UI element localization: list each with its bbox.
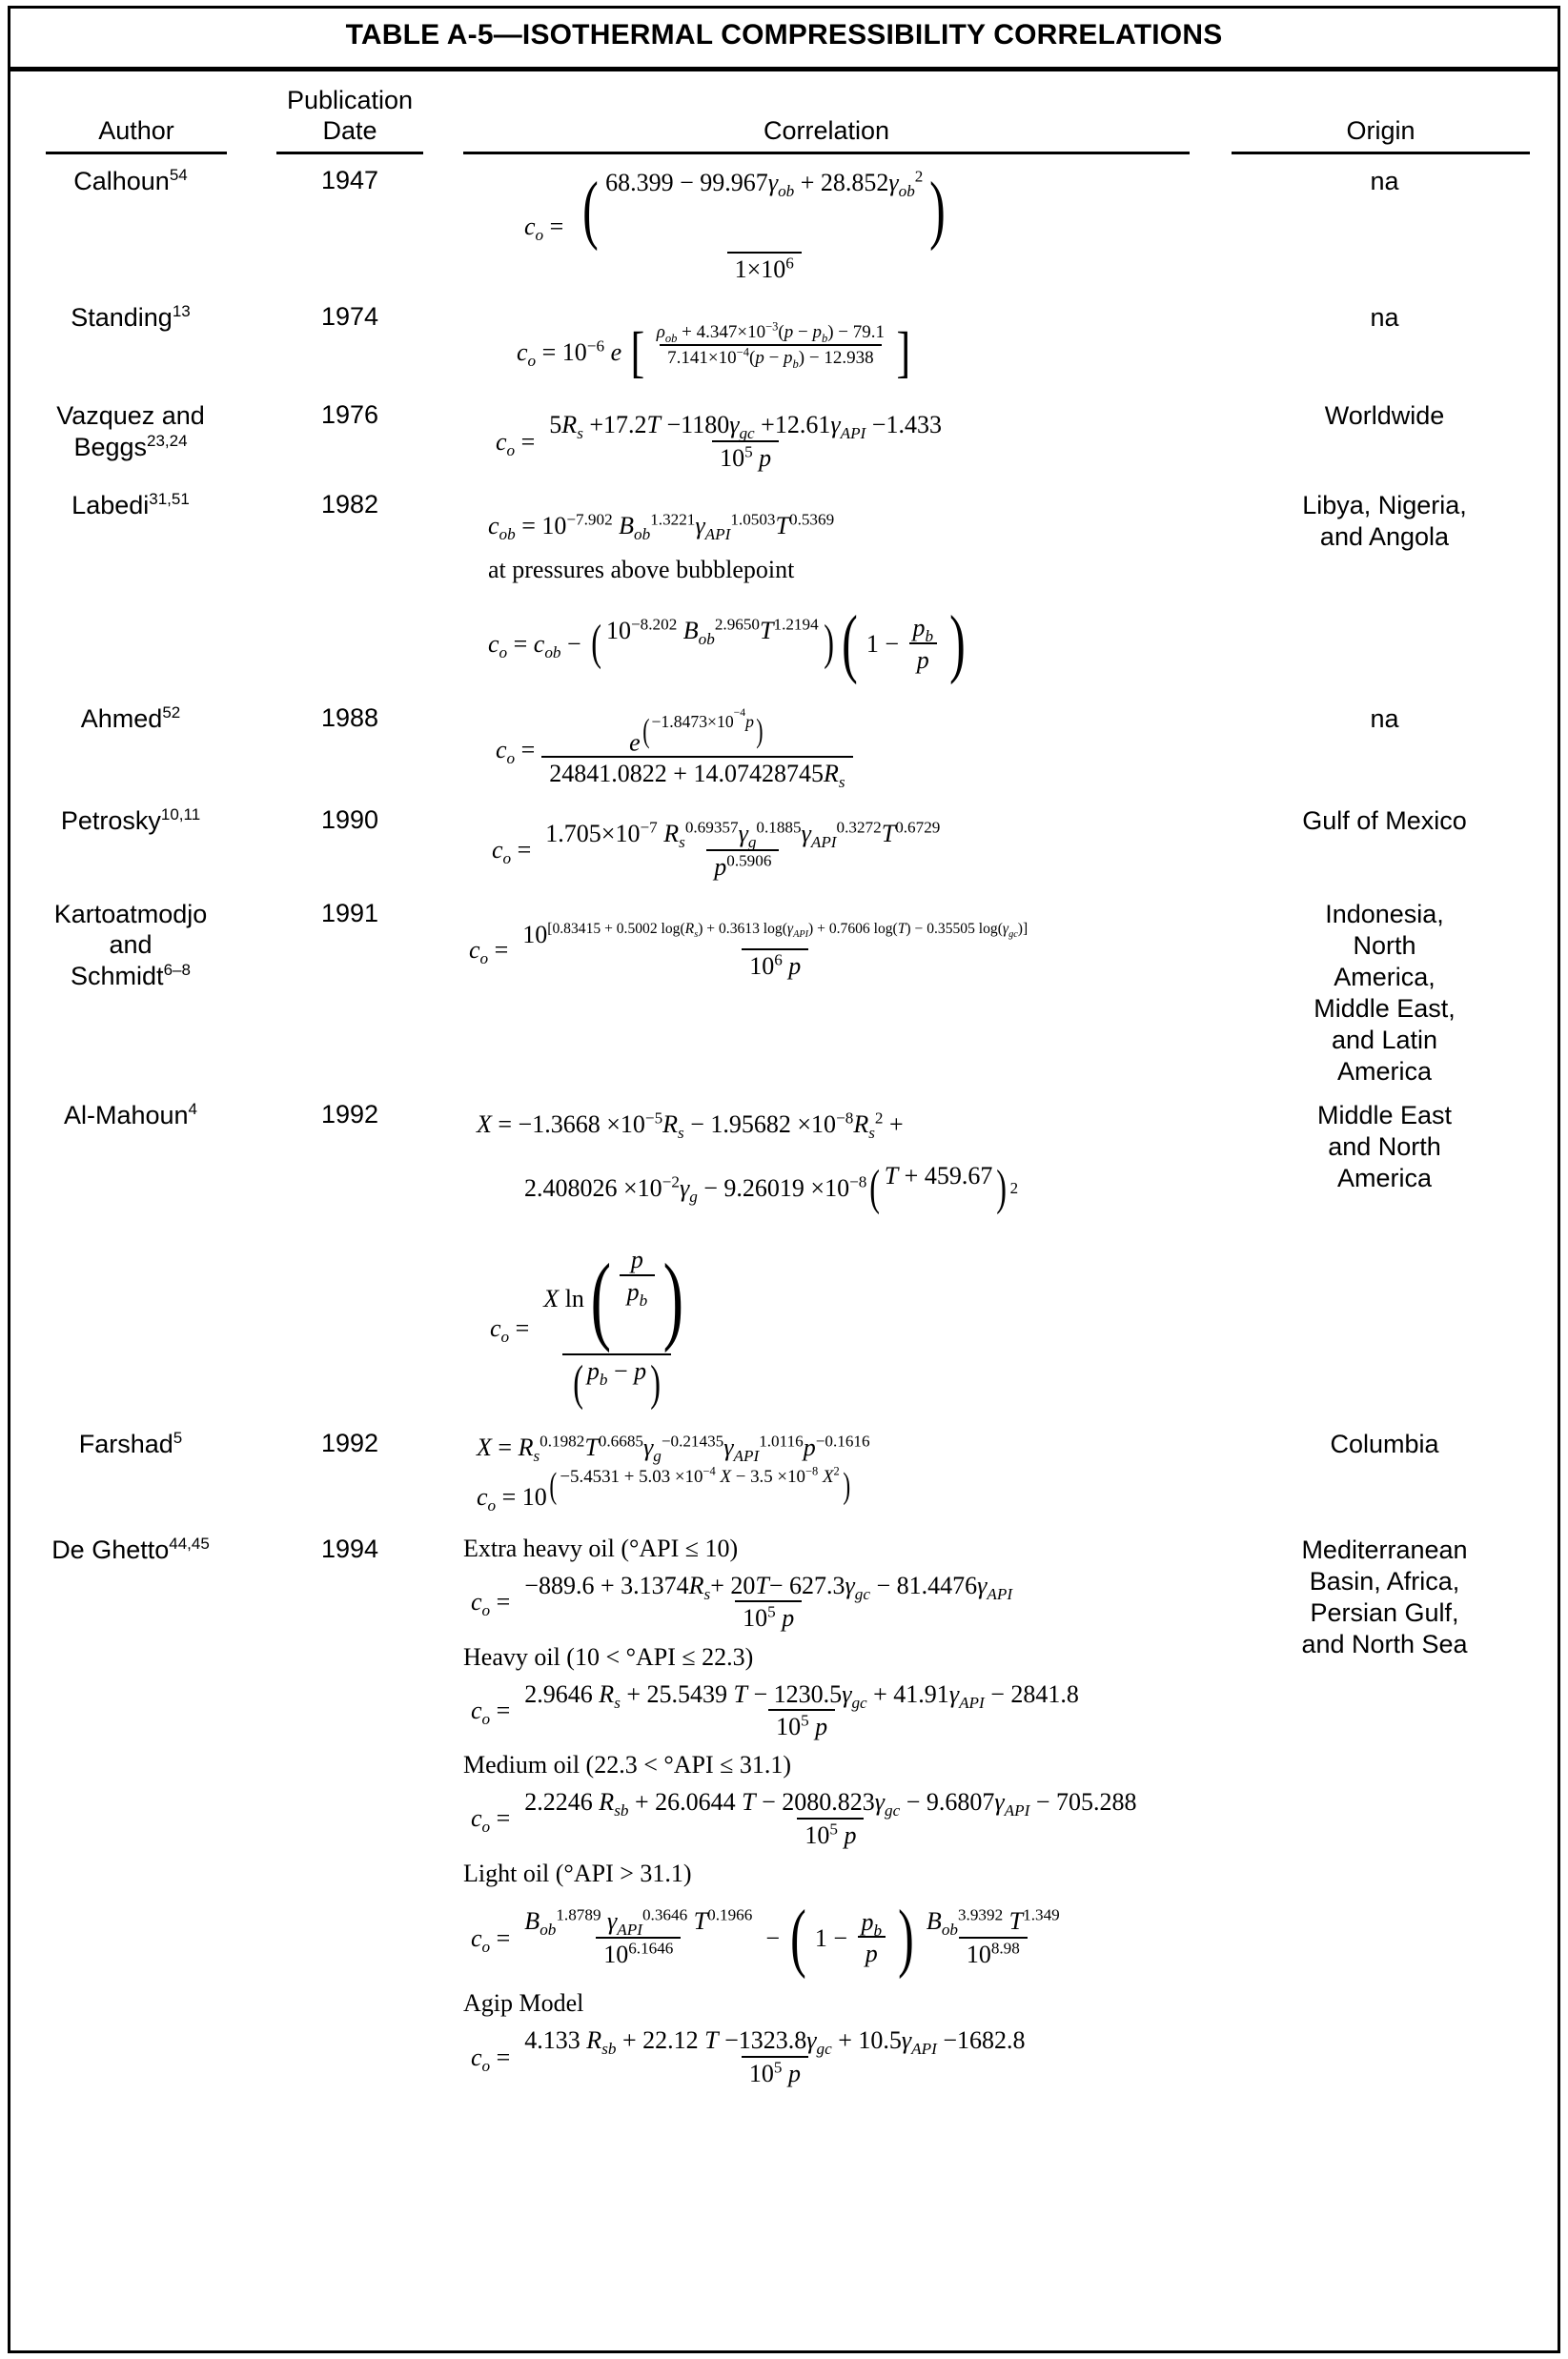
row-correlation-petrosky bbox=[446, 798, 1209, 891]
deghetto-label-agip: Agip Model bbox=[463, 1989, 584, 2018]
equation-petrosky: $c_o$ = $\frac{1.705\times 10^{-7} R_s^{0.69357}\gamma_g^{0.1885}\gamma_{API}^{0.3272}T^{0.6729}}{p^{0.5906}}$ bbox=[492, 818, 941, 881]
row-correlation-calhoun bbox=[446, 158, 1209, 295]
author-name-line1: Vazquez and bbox=[56, 401, 205, 431]
row-date-farshad: 1992 bbox=[320, 1429, 379, 1458]
author-reference: 4 bbox=[188, 1100, 198, 1119]
equation-vazquez: $c_o$ = $\frac{5R_s +17.2T -1180\gamma_{gc} +12.61\gamma_{API} -1.433}{10^5 p}$ bbox=[496, 411, 942, 472]
row-origin-deghetto bbox=[1209, 1527, 1560, 2098]
row-origin-petrosky: Gulf of Mexico bbox=[1302, 806, 1467, 836]
table-row bbox=[8, 1527, 1560, 2098]
row-origin-ahmed: na bbox=[1370, 703, 1399, 733]
table-row bbox=[8, 1421, 1560, 1527]
row-correlation-vazquez bbox=[446, 393, 1209, 482]
author-reference: 6–8 bbox=[163, 960, 191, 979]
author-name: De Ghetto bbox=[51, 1535, 170, 1565]
author-name: Farshad bbox=[78, 1430, 173, 1459]
row-date-kartoatmodjo: 1991 bbox=[320, 898, 379, 927]
origin-line3: America, bbox=[1334, 962, 1436, 991]
row-origin-labedi bbox=[1209, 482, 1560, 696]
row-date-labedi: 1982 bbox=[320, 490, 379, 519]
row-correlation-deghetto bbox=[446, 1527, 1209, 2098]
author-reference: 54 bbox=[169, 165, 188, 184]
col-header-origin-label: Origin bbox=[1346, 115, 1415, 145]
equation-deghetto-heavy: $c_o$ = $\frac{2.9646 R_s + 25.5439 T - 1230.5\gamma_{gc} + 41.91\gamma_{API} - 2841.8}{10^5 p}$ bbox=[471, 1679, 1079, 1740]
row-author-petrosky bbox=[8, 798, 254, 891]
col-header-author bbox=[8, 80, 254, 158]
author-name: Petrosky bbox=[60, 806, 161, 836]
table-row bbox=[8, 696, 1560, 798]
table-row bbox=[8, 891, 1560, 1093]
isothermal-compressibility-table bbox=[8, 80, 1560, 2098]
labedi-note: at pressures above bubblepoint bbox=[488, 556, 795, 584]
origin-line1: Indonesia, bbox=[1325, 899, 1444, 928]
equation-almahoun-X-line1: $X = -1.3668 \times 10^{-5}R_s - 1.95682 \times 10^{-8}R_s^2$ + bbox=[477, 1108, 904, 1143]
origin-line2: North bbox=[1353, 930, 1416, 960]
row-author-almahoun bbox=[8, 1092, 254, 1421]
col-header-origin bbox=[1209, 80, 1560, 158]
row-author-calhoun bbox=[8, 158, 254, 295]
equation-ahmed: $c_o$ = e ( −1.8473×10 −4 p ) $24841.0822 + 14.07428745R_s$ bbox=[496, 713, 1205, 786]
origin-line4: Middle East, bbox=[1313, 993, 1456, 1023]
row-origin-standing: na bbox=[1370, 302, 1399, 332]
row-author-labedi bbox=[8, 482, 254, 696]
author-name: Ahmed bbox=[80, 703, 163, 733]
equation-deghetto-agip: $c_o$ = $\frac{4.133 R_{sb} + 22.12 T -1323.8\gamma_{gc} + 10.5\gamma_{API} -1682.8}{10^5 p}$ bbox=[471, 2026, 1026, 2087]
table-row bbox=[8, 295, 1560, 394]
deghetto-label-light: Light oil (°API > 31.1) bbox=[463, 1859, 692, 1887]
equation-calhoun: $c_o$ = ( $68.399 - 99.967\gamma_{ob} + 28.852\gamma_{ob}^2$ ) $1\times 10^6$ bbox=[524, 166, 947, 284]
equation-kartoatmodjo: $c_o$ = 10[0.83415 + 0.5002 log(Rs) + 0.3613 log(γAPI) + 0.7606 log(T) − 0.35505 log(γgc)] $10^6$ p bbox=[469, 920, 1028, 981]
author-reference: 10,11 bbox=[160, 805, 201, 824]
table-row bbox=[8, 1092, 1560, 1421]
equation-almahoun-co: $c_o$ = X ln ( $\frac{p}{p_b}$ ) ( $p_b - p$ ) bbox=[490, 1244, 684, 1411]
row-author-ahmed bbox=[8, 696, 254, 798]
row-date-calhoun: 1947 bbox=[320, 165, 379, 194]
author-reference: 5 bbox=[173, 1429, 183, 1448]
origin-line1: Mediterranean bbox=[1301, 1535, 1468, 1565]
row-date-standing: 1974 bbox=[320, 301, 379, 331]
table-body bbox=[8, 158, 1560, 2098]
table-row bbox=[8, 798, 1560, 891]
col-header-author-label: Author bbox=[98, 115, 174, 145]
table-row bbox=[8, 482, 1560, 696]
origin-line6: America bbox=[1336, 1056, 1433, 1086]
row-origin-calhoun: na bbox=[1370, 166, 1399, 195]
equation-farshad-X: $X = R_s^{0.1982}T^{0.6685}\gamma_g^{-0.21435}\gamma_{API}^{1.0116}p^{-0.1616}$ bbox=[477, 1432, 870, 1466]
table-row bbox=[8, 393, 1560, 482]
row-correlation-kartoatmodjo bbox=[446, 891, 1209, 1093]
origin-line5: and Latin bbox=[1331, 1025, 1438, 1054]
equation-deghetto-light: $c_o$ = $\frac{B_{ob}^{1.8789} \gamma_{API}^{0.3646} T^{0.1966}}{10^{6.1646}}$ − ( 1 − $\frac{p_b}{p}$ ) $\frac{B_{ob}^{3.9392} T^{1.349}}{10^{8.98}}$ bbox=[471, 1894, 1060, 1980]
header-row bbox=[8, 80, 1560, 158]
row-correlation-farshad bbox=[446, 1421, 1209, 1527]
col-header-date bbox=[254, 80, 446, 158]
author-reference: 31,51 bbox=[149, 490, 190, 509]
row-correlation-standing bbox=[446, 295, 1209, 394]
author-name-line2: Beggs bbox=[73, 432, 147, 461]
col-header-correlation-label: Correlation bbox=[763, 115, 890, 145]
author-reference: 52 bbox=[162, 702, 181, 722]
origin-line2: Basin, Africa, bbox=[1309, 1567, 1460, 1596]
author-name: Al-Mahoun bbox=[63, 1101, 189, 1130]
author-name: Standing bbox=[71, 302, 173, 332]
origin-line3: Persian Gulf, bbox=[1310, 1597, 1459, 1627]
row-origin-kartoatmodjo bbox=[1209, 891, 1560, 1093]
author-name: Labedi bbox=[71, 491, 150, 520]
author-name: Calhoun bbox=[73, 166, 170, 195]
row-author-deghetto bbox=[8, 1527, 254, 2098]
author-name-line1: Kartoatmodjo bbox=[53, 899, 208, 928]
row-origin-farshad: Columbia bbox=[1330, 1430, 1439, 1459]
origin-line3: America bbox=[1336, 1164, 1433, 1193]
deghetto-label-medium: Medium oil (22.3 < °API ≤ 31.1) bbox=[463, 1751, 792, 1779]
equation-deghetto-medium: $c_o$ = $\frac{2.2246 R_{sb} + 26.0644 T - 2080.823\gamma_{gc} - 9.6807\gamma_{API} - 705.288}{10^5 p}$ bbox=[471, 1788, 1137, 1849]
row-date-almahoun: 1992 bbox=[320, 1100, 379, 1129]
row-date-ahmed: 1988 bbox=[320, 702, 379, 732]
row-correlation-labedi bbox=[446, 482, 1209, 696]
author-reference: 13 bbox=[172, 301, 191, 320]
deghetto-label-heavy: Heavy oil (10 < °API ≤ 22.3) bbox=[463, 1642, 754, 1671]
row-date-deghetto: 1994 bbox=[320, 1535, 379, 1564]
origin-line1: Middle East bbox=[1316, 1101, 1453, 1130]
row-origin-vazquez: Worldwide bbox=[1324, 401, 1445, 431]
row-author-standing bbox=[8, 295, 254, 394]
origin-line4: and North Sea bbox=[1301, 1629, 1468, 1658]
table-title: TABLE A-5—ISOTHERMAL COMPRESSIBILITY CORRELATIONS bbox=[8, 6, 1560, 71]
row-correlation-almahoun bbox=[446, 1092, 1209, 1421]
author-name-line2: and bbox=[109, 930, 153, 960]
equation-deghetto-extra-heavy: $c_o$ = $\frac{-889.6 + 3.1374R_s+ 20T- 627.3\gamma_{gc} - 81.4476\gamma_{API}}{10^5 p}$ bbox=[471, 1572, 1013, 1633]
author-reference: 44,45 bbox=[169, 1535, 210, 1554]
equation-farshad-co: $c_o = 10$ ( $-5.4531 + 5.03 \times 10^{-4}$ $X - 3.5 \times 10^{-8}$ $X^2$ ) bbox=[477, 1465, 850, 1515]
origin-line2: and North bbox=[1328, 1132, 1441, 1162]
table-head bbox=[8, 80, 1560, 158]
row-author-farshad bbox=[8, 1421, 254, 1527]
row-date-vazquez: 1976 bbox=[320, 400, 379, 430]
col-header-date-label: Date bbox=[322, 115, 377, 145]
origin-line2: and Angola bbox=[1319, 522, 1450, 551]
row-author-vazquez bbox=[8, 393, 254, 482]
equation-almahoun-X-line2: $2.408026 \times 10^{-2}\gamma_g - 9.26019 \times 10^{-8}$ ( T + 459.67 ) 2 bbox=[524, 1160, 1019, 1215]
row-date-petrosky: 1990 bbox=[320, 805, 379, 835]
deghetto-label-extra-heavy: Extra heavy oil (°API ≤ 10) bbox=[463, 1535, 739, 1563]
row-author-kartoatmodjo bbox=[8, 891, 254, 1093]
row-correlation-ahmed bbox=[446, 696, 1209, 798]
col-header-correlation bbox=[446, 80, 1209, 158]
equation-labedi-cob: $c_{ob} = 10^{-7.902}$ $B_{ob}^{1.3221}\gamma_{API}^{1.0503}T^{0.5369}$ bbox=[488, 510, 835, 544]
table-row bbox=[8, 158, 1560, 295]
author-name-line3: Schmidt bbox=[71, 961, 164, 990]
col-header-publication-label: Publication bbox=[286, 86, 414, 114]
equation-standing: $c_o = 10^{-6}$ e [ $\frac{\rho_{ob} + 4.347\times 10^{-3}(p - p_b) - 79.1}{7.141\times 10^{-4}(p - p_b) - 12.938}$ ] bbox=[517, 319, 911, 383]
author-reference: 23,24 bbox=[147, 431, 188, 450]
row-origin-almahoun bbox=[1209, 1092, 1560, 1421]
origin-line1: Libya, Nigeria, bbox=[1302, 491, 1467, 520]
equation-labedi-co: $c_o = c_{ob}$ − ( $10^{-8.202}$ $B_{ob}^{2.9650}T^{1.2194}$ ) ( 1 − $\frac{p_b}{p}$ ) bbox=[488, 600, 966, 686]
